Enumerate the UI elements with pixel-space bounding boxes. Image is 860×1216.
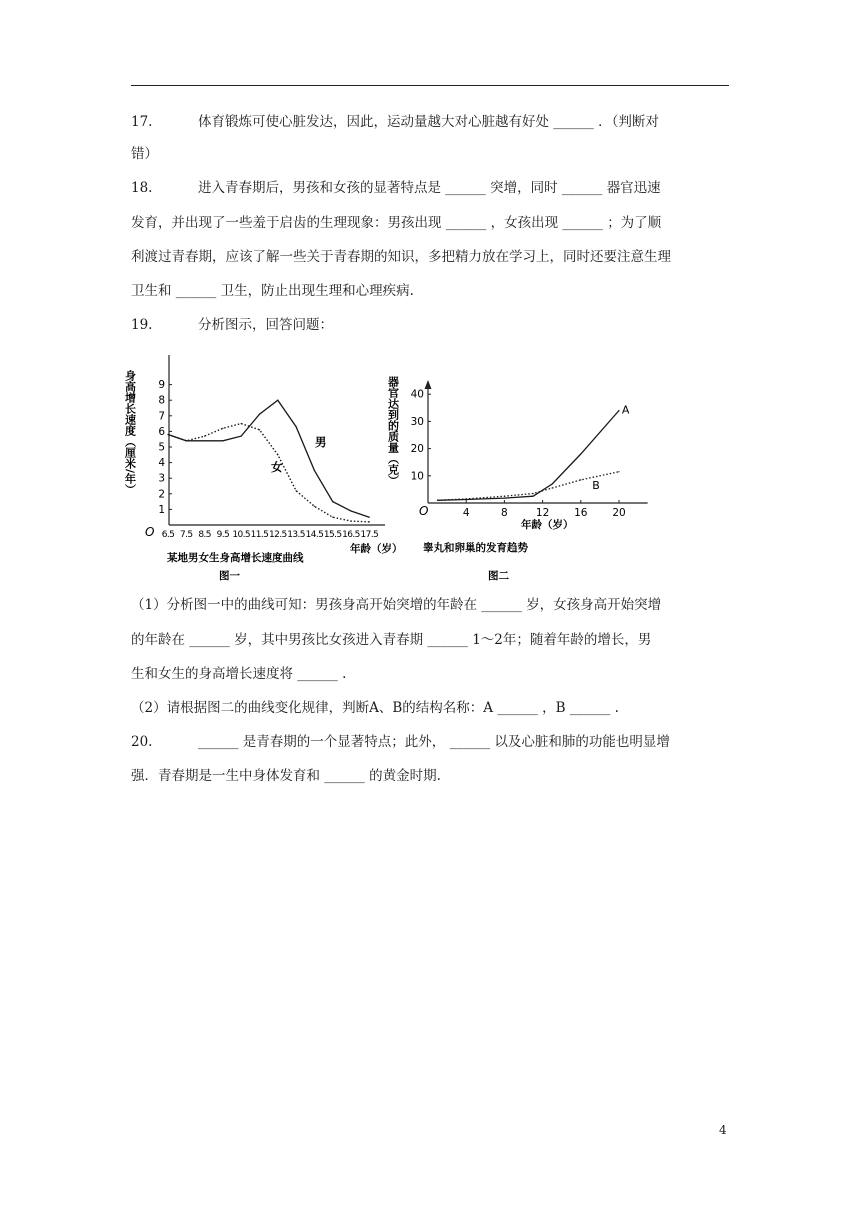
q18-text: 进入青春期后，男孩和女孩的显著特点是 bbox=[198, 180, 441, 196]
fig1-series-label-girls: 女 bbox=[271, 460, 283, 474]
q17-text: 体育锻炼可使心脏发达，因此，运动量越大对心脏越有好处 bbox=[198, 114, 549, 130]
q18-text: ；为了顺 bbox=[607, 215, 662, 231]
q17-number: 17. bbox=[131, 114, 153, 130]
fig2-y-tick-label: 20 bbox=[410, 443, 424, 456]
q18-text: 突增，同时 bbox=[490, 180, 558, 196]
fig2-xlabel: 年龄（岁） bbox=[521, 519, 574, 531]
q19-text: 生和女生的身高增长速度将 bbox=[131, 666, 293, 682]
fig1-point bbox=[222, 440, 223, 441]
q19-blank-2: ______ bbox=[189, 632, 230, 648]
q19-blank-3: ______ bbox=[427, 632, 468, 648]
fig2-y-axis-arrow bbox=[425, 380, 432, 389]
fig1-point bbox=[296, 426, 297, 427]
fig2-series-label-A: A bbox=[621, 403, 630, 417]
q20-text: 是青春期的一个显著特点；此外， bbox=[242, 734, 446, 750]
fig1-point bbox=[186, 440, 187, 441]
q19-text: 岁，女孩身高开始突增 bbox=[526, 597, 662, 613]
q17-line-2 bbox=[131, 144, 158, 164]
fig1-x-tick-label: 8.5 bbox=[198, 530, 211, 540]
q19-part1-line-2 bbox=[131, 630, 651, 650]
fig2-point bbox=[504, 496, 505, 497]
q19-blank-6: ______ bbox=[569, 700, 611, 716]
fig1-point bbox=[350, 521, 351, 522]
fig1-y-tick-label: 4 bbox=[158, 457, 165, 470]
fig1-point bbox=[204, 440, 205, 441]
fig1-x-tick-label: 9.5 bbox=[216, 530, 230, 540]
fig1-point bbox=[167, 434, 168, 435]
q19-text: 岁，其中男孩比女孩进入青春期 bbox=[234, 632, 424, 648]
figure-2-chart bbox=[385, 350, 630, 585]
figure-1-chart bbox=[125, 350, 410, 585]
q20-blank-3: ______ bbox=[324, 768, 365, 784]
fig2-y-tick-label: 10 bbox=[410, 470, 424, 483]
fig2-point bbox=[504, 498, 505, 499]
q19-blank-5: ______ bbox=[497, 700, 538, 716]
fig1-point bbox=[277, 400, 278, 401]
q20-text: 的黄金时期. bbox=[369, 768, 441, 784]
fig1-y-tick-label: 3 bbox=[158, 472, 165, 485]
q20-text: 强．青春期是一生中身体发育和 bbox=[131, 768, 320, 784]
q19-part1-line-3 bbox=[131, 664, 346, 684]
fig2-x-tick-label: 16 bbox=[574, 507, 588, 519]
fig1-origin-label: O bbox=[145, 525, 155, 539]
fig2-series-label-B: B bbox=[592, 479, 600, 493]
fig1-y-tick-label: 1 bbox=[158, 503, 165, 516]
fig1-x-tick-label: 16.5 bbox=[342, 530, 360, 540]
fig2-point bbox=[618, 410, 619, 411]
q19-blank-4: ______ bbox=[297, 666, 338, 682]
fig1-x-tick-label: 7.5 bbox=[180, 530, 193, 540]
q20-blank-2: ______ bbox=[449, 734, 491, 750]
fig1-point bbox=[204, 435, 205, 436]
fig1-x-tick-label: 14.5 bbox=[305, 530, 324, 540]
fig2-point bbox=[580, 479, 581, 480]
fig1-x-tick-label: 6.5 bbox=[161, 530, 175, 540]
q19-text: . bbox=[342, 666, 347, 682]
q20-blank-1: ______ bbox=[198, 734, 239, 750]
q19-text: 的年龄在 bbox=[131, 632, 185, 648]
q18-text: 发育，并出现了一些羞于启齿的生理现象：男孩出现 bbox=[131, 215, 442, 231]
fig1-x-tick-label: 13.5 bbox=[287, 530, 305, 540]
fig2-point bbox=[552, 483, 553, 484]
fig1-y-tick-label: 6 bbox=[158, 425, 165, 438]
q19-blank-1: ______ bbox=[481, 597, 522, 613]
header-rule bbox=[131, 85, 729, 86]
q19-text: （2）请根据图二的曲线变化规律，判断A、B的结构名称：A bbox=[131, 700, 494, 716]
q17-text-wrap: 错） bbox=[131, 146, 158, 162]
fig1-figure-label: 图一 bbox=[219, 570, 240, 582]
q18-blank-4: ______ bbox=[562, 215, 603, 231]
fig1-y-tick-label: 9 bbox=[158, 379, 165, 392]
q18-line-3 bbox=[131, 247, 671, 267]
q19-line-1 bbox=[131, 315, 333, 335]
fig2-figure-label: 图二 bbox=[488, 570, 509, 582]
fig1-x-tick-label: 10.5 bbox=[232, 530, 251, 540]
q19-number: 19. bbox=[131, 317, 153, 333]
q18-text: 器官迅速 bbox=[606, 180, 661, 196]
q20-line-2 bbox=[131, 766, 441, 786]
fig2-x-tick-label: 20 bbox=[612, 507, 626, 519]
q17-text-end: ．（判断对 bbox=[598, 114, 659, 130]
fig2-point bbox=[437, 500, 438, 501]
fig1-point bbox=[332, 517, 333, 518]
fig2-y-tick-label: 40 bbox=[410, 388, 424, 401]
q18-line-4 bbox=[131, 281, 414, 301]
fig2-point bbox=[552, 487, 553, 488]
q18-line-2 bbox=[131, 213, 661, 233]
fig1-x-tick-label: 17.5 bbox=[360, 530, 379, 540]
fig1-point bbox=[314, 506, 315, 507]
q19-part1-line-1 bbox=[131, 595, 661, 615]
fig1-xlabel: 年龄（岁） bbox=[350, 543, 403, 555]
fig1-y-tick-label: 5 bbox=[158, 441, 165, 454]
fig1-point bbox=[222, 428, 223, 429]
page-number: 4 bbox=[719, 1123, 727, 1137]
q19-part2-line bbox=[131, 698, 619, 718]
fig2-point bbox=[532, 496, 533, 497]
fig1-point bbox=[241, 435, 242, 436]
q18-line-1 bbox=[131, 178, 661, 198]
fig1-point bbox=[277, 454, 278, 455]
fig2-x-tick-label: 8 bbox=[501, 507, 508, 519]
fig1-ylabel: 身高增长速度（厘米/年） bbox=[123, 370, 137, 496]
fig2-point bbox=[466, 498, 467, 499]
fig2-y-tick-label: 30 bbox=[410, 415, 424, 428]
fig2-title: 睾丸和卵巢的发育趋势 bbox=[423, 542, 528, 554]
fig1-point bbox=[332, 501, 333, 502]
fig2-x-tick-label: 4 bbox=[462, 507, 470, 519]
fig1-point bbox=[241, 423, 242, 424]
q18-text: 利渡过青春期，应该了解一些关于青春期的知识，多把精力放在学习上，同时还要注意生理 bbox=[131, 249, 671, 265]
fig1-y-tick-label: 7 bbox=[158, 410, 165, 423]
fig1-series-line-2 bbox=[168, 424, 369, 522]
q19-text: ，B bbox=[542, 700, 566, 716]
fig1-y-tick-label: 2 bbox=[158, 488, 165, 501]
q18-text: ，女孩出现 bbox=[490, 215, 559, 231]
fig1-point bbox=[350, 510, 351, 511]
q19-text: 1～2年；随着年龄的增长，男 bbox=[472, 632, 652, 648]
q20-text: 以及心脏和肺的功能也明显增 bbox=[494, 734, 670, 750]
q18-number: 18. bbox=[131, 180, 153, 196]
q18-text: 卫生和 bbox=[131, 283, 172, 299]
q17-blank: ______ bbox=[553, 114, 594, 130]
q18-blank-1: ______ bbox=[445, 180, 486, 196]
fig1-point bbox=[259, 414, 260, 415]
q18-text: 卫生，防止出现生理和心理疾病. bbox=[220, 283, 414, 299]
fig1-point bbox=[296, 490, 297, 491]
fig1-series-line-1 bbox=[168, 400, 369, 517]
fig2-point bbox=[580, 453, 581, 454]
q20-line-1 bbox=[131, 732, 670, 752]
fig2-point bbox=[532, 493, 533, 494]
fig1-x-tick-label: 11.5 bbox=[250, 530, 269, 540]
fig1-x-tick-label: 12.5 bbox=[268, 530, 287, 540]
fig2-origin-label: O bbox=[419, 504, 429, 518]
fig1-x-tick-label: 15.5 bbox=[323, 530, 342, 540]
q18-blank-3: ______ bbox=[445, 215, 487, 231]
fig1-point bbox=[369, 517, 370, 518]
fig1-series-label-boys: 男 bbox=[315, 435, 327, 449]
fig1-point bbox=[369, 521, 370, 522]
fig2-point bbox=[618, 471, 619, 472]
fig1-point bbox=[259, 429, 260, 430]
q20-number: 20. bbox=[131, 734, 153, 750]
fig1-title: 某地男女生身高增长速度曲线 bbox=[167, 552, 304, 564]
q18-blank-5: ______ bbox=[175, 283, 217, 299]
fig1-y-tick-label: 8 bbox=[158, 394, 165, 407]
q17-line-1 bbox=[131, 112, 659, 132]
q19-text: （1）分析图一中的曲线可知：男孩身高开始突增的年龄在 bbox=[131, 597, 478, 613]
q19-text: . bbox=[614, 700, 619, 716]
fig2-x-tick-label: 12 bbox=[535, 507, 550, 519]
q19-text: 分析图示，回答问题： bbox=[198, 317, 333, 333]
q18-blank-2: ______ bbox=[561, 180, 603, 196]
fig1-point bbox=[314, 470, 315, 471]
fig2-ylabel: 器官达到的质量（克） bbox=[386, 376, 400, 486]
